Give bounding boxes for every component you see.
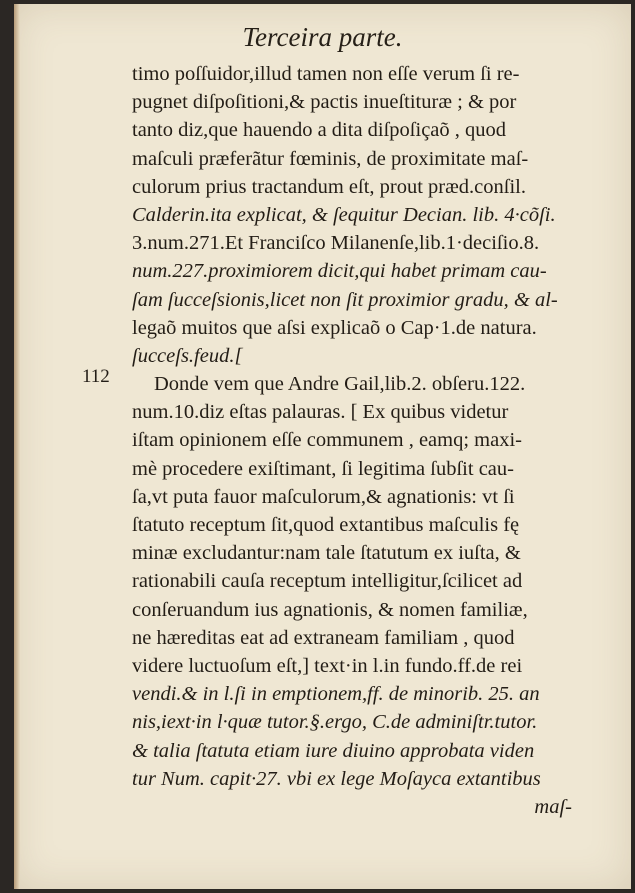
text-line: timo poſſuidor,illud tamen non eſſe verum ſi re- — [132, 63, 520, 85]
text-line: pugnet diſpoſitioni,& pactis inueſtituræ ; & por — [132, 91, 517, 114]
text-line: Calderin.ita explicat, & ſequitur Decian. lib. 4·cõſi. — [132, 203, 556, 226]
text-line: rationabili cauſa receptum intelligitur,ſcilicet ad — [132, 570, 523, 593]
text-line: num.227.proximiorem dicit,qui habet primam cau- — [132, 260, 547, 283]
text-line: mè procedere exiſtimant, ſi legitima ſubſit cau- — [132, 457, 514, 480]
text-line: ne hæreditas eat ad extraneam familiam , quod — [132, 626, 515, 649]
text-line: ſtatuto receptum ſit,quod extantibus maſculis fę — [132, 514, 520, 536]
text-line: videre luctuoſum eſt,] text·in l.in fundo.ff.de rei — [132, 654, 523, 677]
text-line: Donde vem que Andre Gail,lib.2. obſeru.122. — [154, 373, 526, 396]
margin-number: 112 — [82, 366, 110, 387]
text-line: iſtam opinionem eſſe communem , eamq; maxi- — [132, 429, 522, 452]
catchword: maſ- — [534, 795, 572, 818]
text-line: legaõ muitos que aſsi explicaõ o Cap·1.de natura. — [132, 316, 537, 339]
text-line: nis,iext·in l·quæ tutor.§.ergo, C.de adminiſtr.tutor. — [132, 711, 538, 734]
text-line: ſucceſs.feud.[ — [132, 344, 243, 367]
text-line: & talia ſtatuta etiam iure diuino approbata viden — [132, 739, 535, 762]
text-line: minæ excludantur:nam tale ſtatutum ex iuſta, & — [132, 542, 521, 565]
text-line: conſeruandum ius agnationis, & nomen familiæ, — [132, 598, 528, 621]
running-header: Terceira parte. — [242, 22, 403, 52]
text-line: num.10.diz eſtas palauras. [ Ex quibus videtur — [132, 401, 509, 424]
text-line: maſculi præferãtur fœminis, de proximitate maſ- — [132, 147, 529, 170]
text-line: 3.num.271.Et Franciſco Milanenſe,lib.1·deciſio.8. — [132, 232, 540, 255]
body-text — [132, 60, 572, 821]
text-line: ſam ſucceſsionis,licet non ſit proximior gradu, & al- — [132, 288, 558, 311]
text-line: tanto diz,que hauendo a dita diſpoſiçaõ , quod — [132, 119, 507, 142]
page-gutter-edge — [14, 4, 20, 889]
text-line: culorum prius tractandum eſt, prout præd.conſil. — [132, 175, 526, 198]
text-line: ſa,vt puta fauor maſculorum,& agnationis: vt ſi — [132, 485, 515, 508]
text-line: tur Num. capit·27. vbi ex lege Moſayca extantibus — [132, 767, 541, 790]
text-line: vendi.& in l.ſi in emptionem,ff. de minorib. 25. an — [132, 683, 540, 706]
